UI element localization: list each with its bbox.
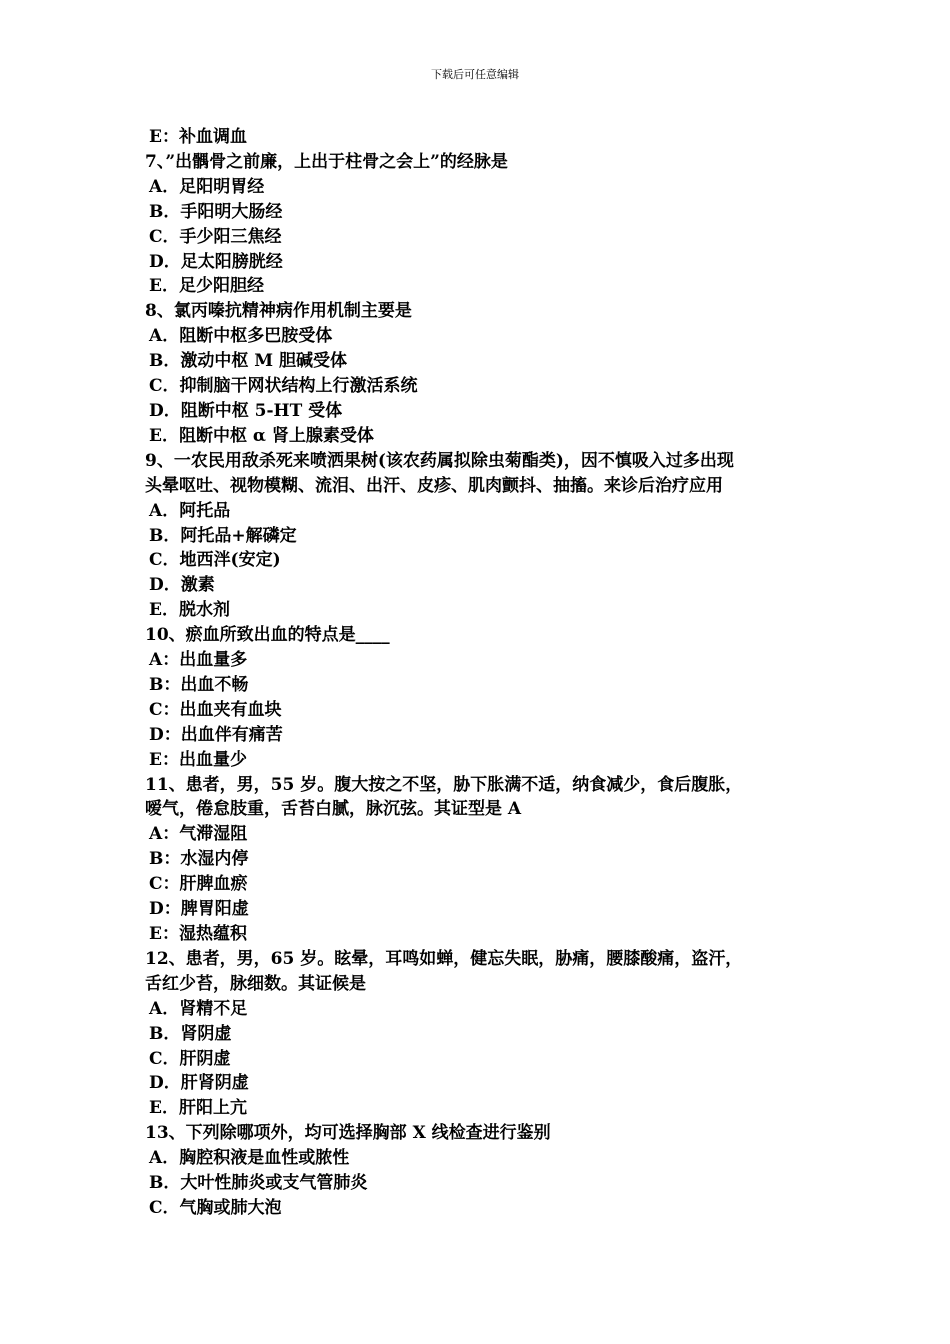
page-header: 下载后可任意编辑 xyxy=(431,68,519,81)
question-text: 头晕呕吐、视物模糊、流泪、出汗、皮疹、肌肉颤抖、抽搐。来诊后治疗应用 xyxy=(145,475,723,496)
answer-option: D．激素 xyxy=(149,575,215,596)
answer-option: E．脱水剂 xyxy=(149,600,230,621)
answer-option: E：补血调血 xyxy=(149,127,247,147)
answer-option: B．大叶性肺炎或支气管肺炎 xyxy=(149,1173,368,1194)
question-text: 10、瘀血所致出血的特点是____ xyxy=(145,625,390,646)
question-text: 11、患者，男，55 岁。腹大按之不坚，胁下胀满不适，纳食减少，食后腹胀， xyxy=(145,774,743,795)
document-body xyxy=(145,125,825,1221)
answer-option: D：脾胃阳虚 xyxy=(149,899,249,920)
answer-option: A：出血量多 xyxy=(149,650,248,671)
question-text: 13、下列除哪项外，均可选择胸部 X 线检查进行鉴别 xyxy=(145,1123,551,1144)
answer-option: D．肝肾阴虚 xyxy=(149,1073,249,1094)
question-text: 12、患者，男，65 岁。眩晕，耳鸣如蝉，健忘失眠，胁痛，腰膝酸痛，盗汗， xyxy=(145,948,743,969)
answer-option: E．肝阳上亢 xyxy=(149,1098,247,1119)
answer-option: D．足太阳膀胱经 xyxy=(149,251,283,272)
answer-option: C．地西泮(安定) xyxy=(149,550,281,571)
answer-option: C：肝脾血瘀 xyxy=(149,874,248,895)
answer-option: E．足少阳胆经 xyxy=(149,276,264,297)
question-text: 9、一农民用敌杀死来喷洒果树(该农药属拟除虫菊酯类)，因不慎吸入过多出现 xyxy=(145,450,734,471)
answer-option: B：出血不畅 xyxy=(149,674,249,695)
question-text: 舌红少苔，脉细数。其证候是 xyxy=(145,973,366,994)
answer-option: C：出血夹有血块 xyxy=(149,699,282,720)
answer-option: A：气滞湿阻 xyxy=(149,824,248,845)
answer-option: C．肝阴虚 xyxy=(149,1048,231,1069)
question-text: 8、氯丙嗪抗精神病作用机制主要是 xyxy=(145,301,412,322)
question-text: 7、”出髃骨之前廉，上出于柱骨之会上”的经脉是 xyxy=(145,151,508,172)
answer-option: D．阻断中枢 5-HT 受体 xyxy=(149,400,343,421)
answer-option: E：湿热蕴积 xyxy=(149,924,247,944)
answer-option: E．阻断中枢 α 肾上腺素受体 xyxy=(149,425,374,446)
answer-option: E：出血量少 xyxy=(149,749,247,770)
answer-option: C．手少阳三焦经 xyxy=(149,226,282,247)
answer-option: A．肾精不足 xyxy=(149,998,248,1019)
answer-option: A．阿托品 xyxy=(149,500,231,521)
answer-option: B：水湿内停 xyxy=(149,849,249,870)
answer-option: B．肾阴虚 xyxy=(149,1023,232,1044)
answer-option: C．抑制脑干网状结构上行激活系统 xyxy=(149,376,418,397)
answer-option: B．阿托品+解磷定 xyxy=(149,525,297,546)
answer-option: A．足阳明胃经 xyxy=(149,176,265,197)
answer-option: A．阻断中枢多巴胺受体 xyxy=(149,326,333,347)
answer-option: A．胸腔积液是血性或脓性 xyxy=(149,1148,350,1169)
answer-option: B．手阳明大肠经 xyxy=(149,201,283,222)
answer-option: B．激动中枢 M 胆碱受体 xyxy=(149,351,348,372)
answer-option: C．气胸或肺大泡 xyxy=(149,1197,282,1218)
answer-option: D：出血伴有痛苦 xyxy=(149,724,283,745)
question-text: 嗳气，倦怠肢重，舌苔白腻，脉沉弦。其证型是 A xyxy=(145,799,522,820)
